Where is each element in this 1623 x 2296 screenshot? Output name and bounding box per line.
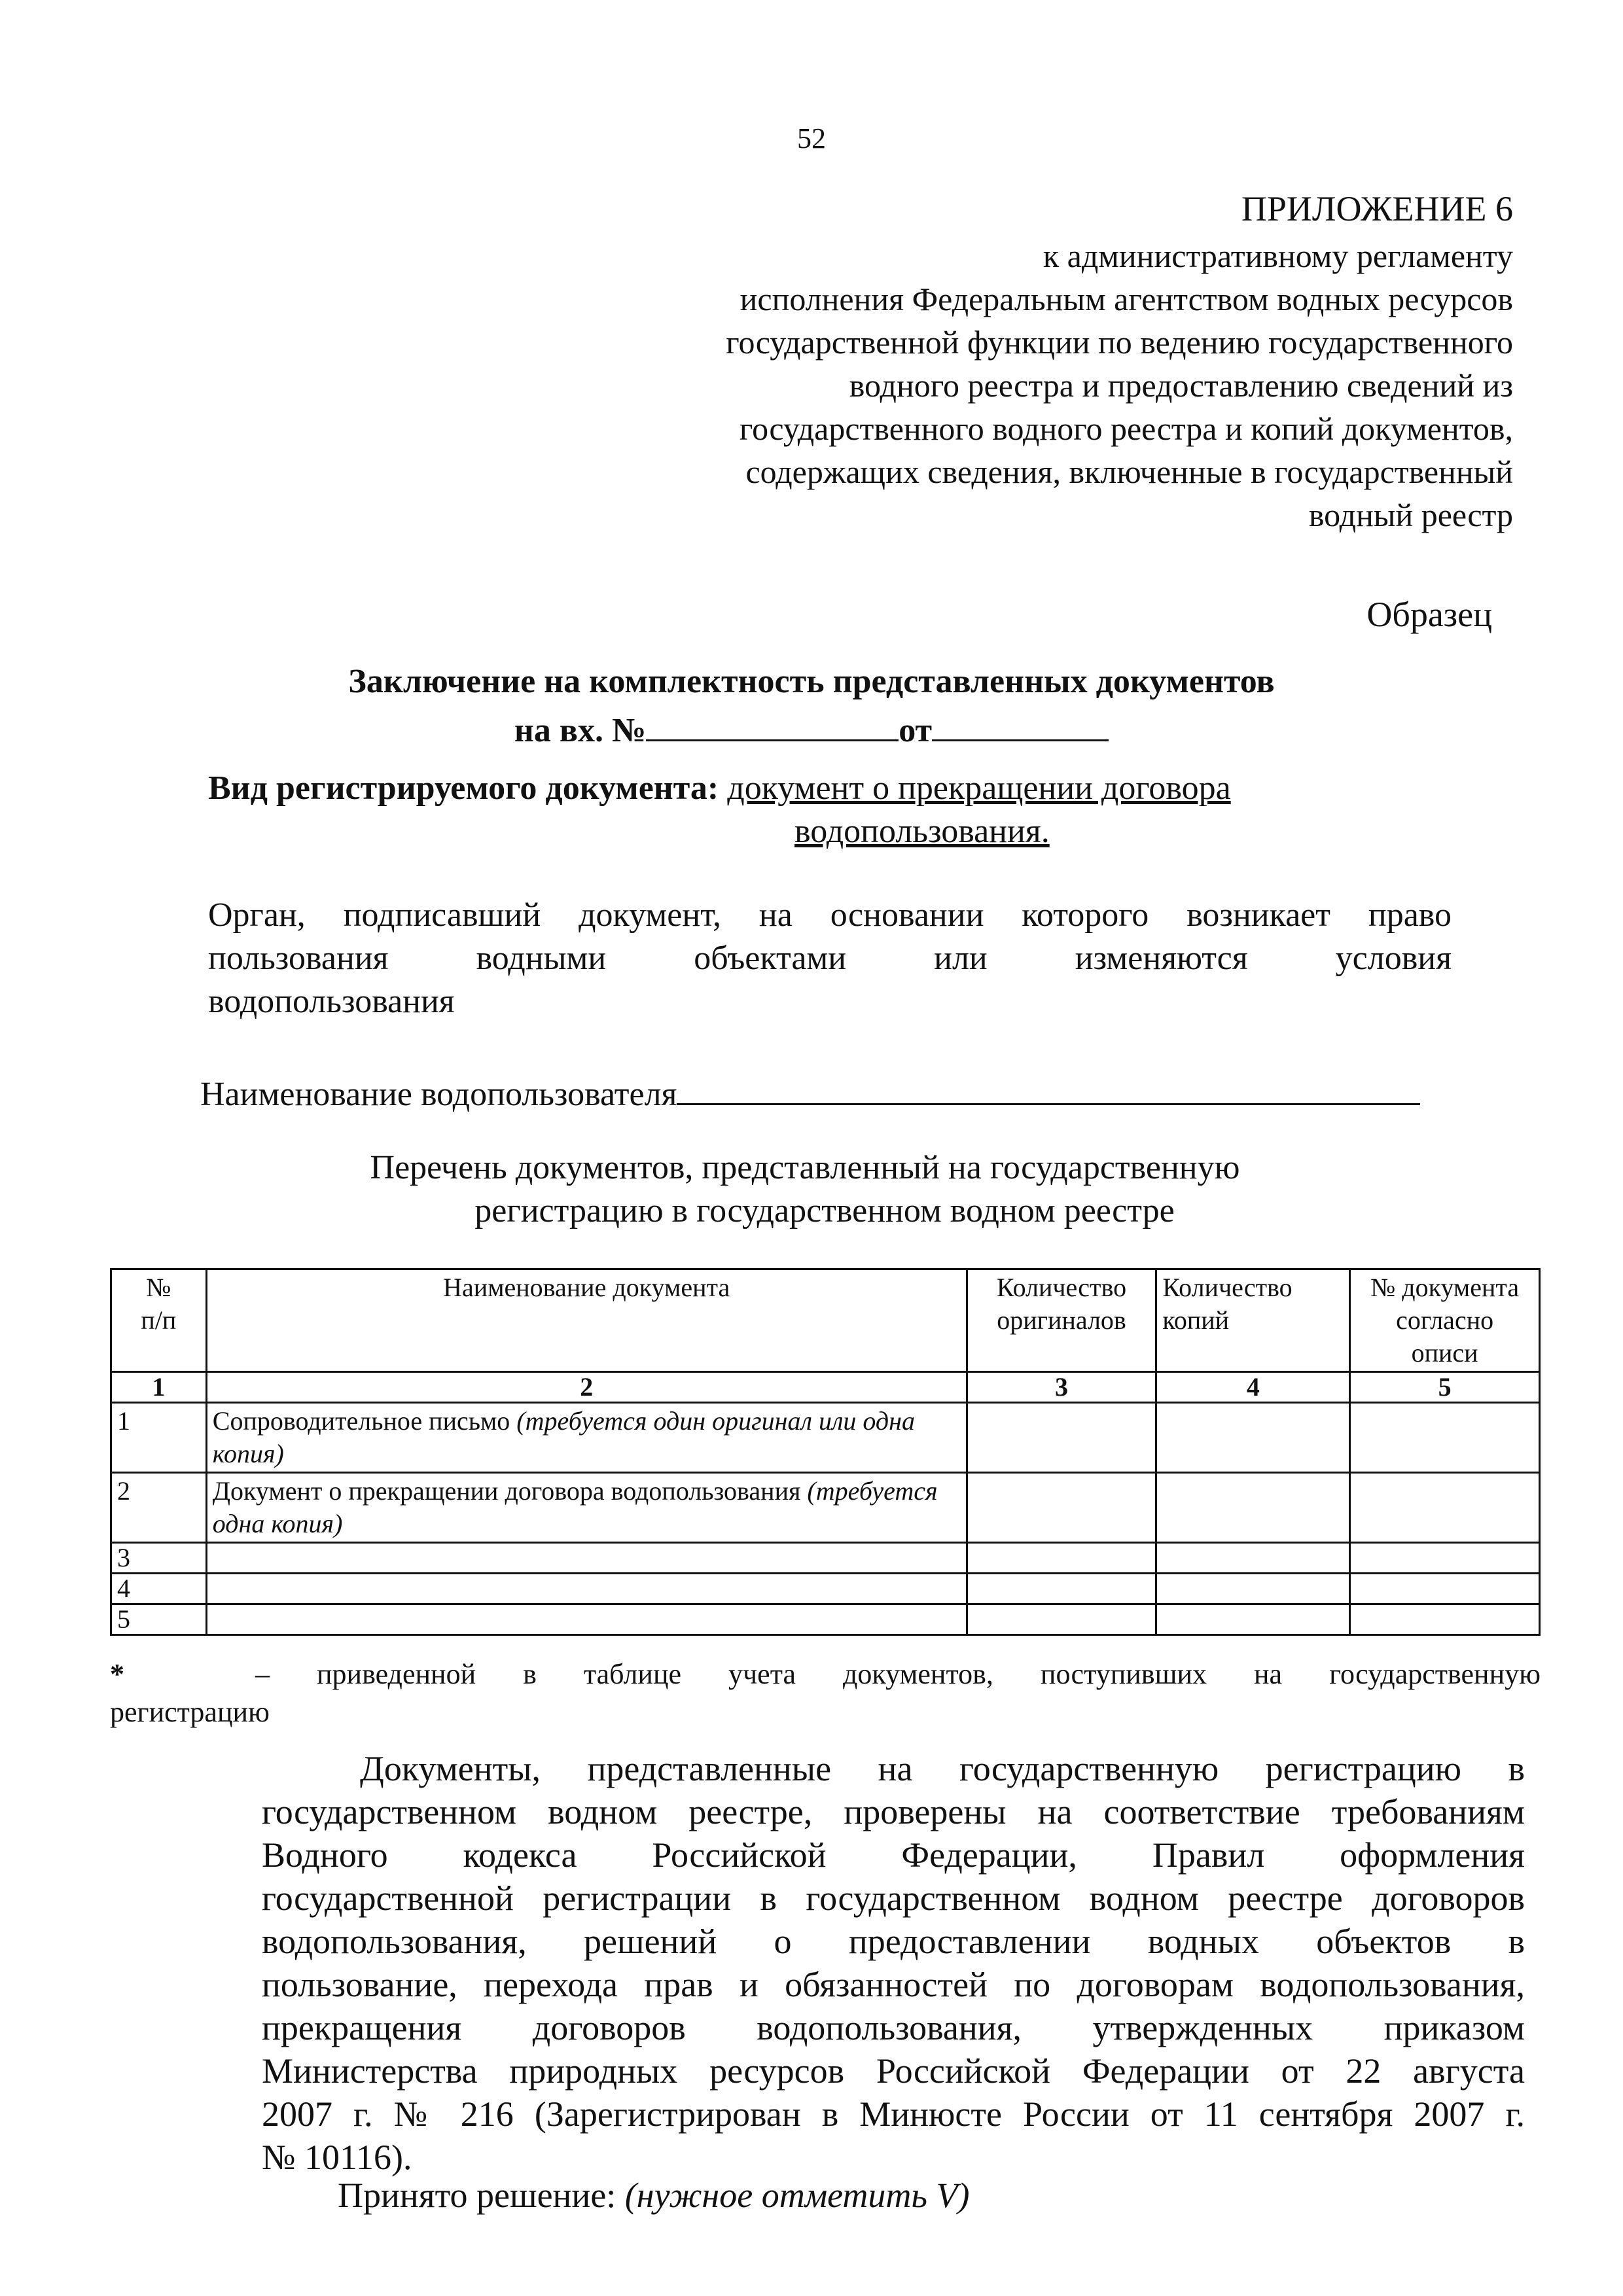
header-doc-number: [1350, 1269, 1540, 1372]
incoming-prefix: на вх. №: [514, 712, 647, 749]
header-copies: [1156, 1269, 1350, 1372]
decision-line: [338, 2175, 969, 2216]
paragraph-line: Документы, представленные на государственную регистрацию в: [360, 1749, 1525, 1788]
decision-note: (нужное отметить V): [624, 2176, 970, 2215]
paragraph-line: пользование, перехода прав и обязанностей по договорам водопользования,: [262, 1965, 1525, 2004]
table-row: [111, 1543, 1540, 1574]
list-title-line: Перечень документов, представленный на государственную: [370, 1149, 1240, 1186]
column-number: 5: [1350, 1372, 1540, 1403]
document-name: [206, 1403, 967, 1473]
document-note: (требуется одна копия): [212, 1476, 938, 1538]
incoming-number-field[interactable]: [646, 705, 899, 741]
document-note: (требуется один оригинал или одна копия): [212, 1406, 915, 1468]
header-name: Наименование документа: [206, 1269, 967, 1372]
appendix-line: исполнения Федеральным агентством водных ресурсов: [740, 281, 1513, 317]
water-user-row: [200, 1073, 1420, 1114]
paragraph-line: государственной регистрации в государственном водном реестре договоров: [262, 1879, 1525, 1918]
header-text: Количество: [1162, 1273, 1293, 1302]
document-list-title: [0, 1146, 1623, 1233]
document-type-value: документ о прекращении договора: [727, 769, 1231, 807]
paragraph-line: № 10116).: [262, 2138, 412, 2177]
column-number: 2: [206, 1372, 967, 1403]
incoming-number-line: [0, 705, 1623, 754]
doc-number-cell[interactable]: [1350, 1403, 1540, 1473]
header-num: [111, 1269, 207, 1372]
originals-cell[interactable]: [967, 1543, 1156, 1574]
copies-cell[interactable]: [1156, 1543, 1350, 1574]
doc-number-cell[interactable]: [1350, 1543, 1540, 1574]
appendix-line: водный реестр: [1308, 497, 1513, 533]
copies-cell[interactable]: [1156, 1473, 1350, 1543]
doc-number-cell[interactable]: [1350, 1604, 1540, 1635]
water-user-field[interactable]: [677, 1073, 1420, 1105]
originals-cell[interactable]: [967, 1574, 1156, 1604]
decision-label: Принято решение:: [338, 2176, 625, 2215]
column-number-row: [111, 1372, 1540, 1403]
document-name: [206, 1473, 967, 1543]
footnote-line-2: регистрацию: [110, 1696, 270, 1728]
from-label: от: [899, 712, 933, 749]
table-row: [111, 1604, 1540, 1635]
paragraph-line: 2007 г. № 216 (Зарегистрирован в Минюсте России от 11 сентября 2007 г.: [262, 2094, 1525, 2134]
row-number: 5: [111, 1604, 207, 1635]
document-name[interactable]: [206, 1543, 967, 1574]
appendix-subtitle: [726, 234, 1513, 537]
footnote: [110, 1655, 1541, 1731]
list-title-line: регистрацию в государственном водном реестре: [474, 1192, 1175, 1229]
header-text: согласно: [1396, 1305, 1494, 1335]
appendix-line: водного реестра и предоставлению сведений из: [849, 367, 1513, 404]
documents-table: [110, 1268, 1541, 1636]
paragraph-line: водопользования: [208, 983, 455, 1020]
header-text: описи: [1411, 1338, 1478, 1368]
paragraph-line: Министерства природных ресурсов Российской Федерации от 22 августа: [262, 2051, 1525, 2091]
header-text: оригиналов: [997, 1305, 1126, 1335]
footnote-text: – приведенной в таблице учета документов, поступивших на государственную: [255, 1658, 1541, 1690]
water-user-label: Наименование водопользователя: [200, 1076, 677, 1113]
doc-number-cell[interactable]: [1350, 1473, 1540, 1543]
paragraph-line: Орган, подписавший документ, на основании которого возникает право: [208, 896, 1452, 934]
header-text: Количество: [996, 1273, 1127, 1302]
incoming-date-field[interactable]: [932, 705, 1109, 741]
originals-cell[interactable]: [967, 1604, 1156, 1635]
document-name-text: Сопроводительное письмо: [212, 1406, 517, 1436]
footnote-marker: *: [110, 1658, 124, 1690]
appendix-line: государственного водного реестра и копий документов,: [739, 410, 1513, 447]
paragraph-line: водопользования, решений о предоставлении водных объектов в: [262, 1922, 1525, 1961]
conclusion-heading: [0, 658, 1623, 754]
paragraph-line: государственном водном реестре, проверены на соответствие требованиям: [262, 1792, 1525, 1831]
document-type-label: Вид регистрируемого документа:: [208, 769, 719, 807]
conclusion-title: Заключение на комплектность представленных документов: [348, 663, 1275, 700]
doc-number-cell[interactable]: [1350, 1574, 1540, 1604]
document-name[interactable]: [206, 1604, 967, 1635]
sample-label: Образец: [1366, 595, 1492, 634]
table-row: [111, 1403, 1540, 1473]
signing-authority-paragraph: [208, 894, 1452, 1023]
document-name-text: Документ о прекращении договора водопользования: [212, 1476, 808, 1506]
header-text: п/п: [141, 1305, 177, 1335]
originals-cell[interactable]: [967, 1403, 1156, 1473]
header-text: № документа: [1370, 1273, 1520, 1302]
appendix-line: к административному регламенту: [1043, 238, 1513, 274]
originals-cell[interactable]: [967, 1473, 1156, 1543]
copies-cell[interactable]: [1156, 1403, 1350, 1473]
verification-paragraph: [262, 1747, 1525, 2179]
appendix-title: ПРИЛОЖЕНИЕ 6: [1241, 189, 1513, 228]
row-number: 2: [111, 1473, 207, 1543]
document-type: [208, 767, 1231, 853]
footnote-line: [110, 1655, 1541, 1693]
column-number: 4: [1156, 1372, 1350, 1403]
row-number: 1: [111, 1403, 207, 1473]
header-text: №: [146, 1273, 171, 1302]
table-row: [111, 1473, 1540, 1543]
column-number: 1: [111, 1372, 207, 1403]
column-number: 3: [967, 1372, 1156, 1403]
row-number: 4: [111, 1574, 207, 1604]
header-originals: [967, 1269, 1156, 1372]
row-number: 3: [111, 1543, 207, 1574]
table-header-row: [111, 1269, 1540, 1372]
document-name[interactable]: [206, 1574, 967, 1604]
appendix-line: государственной функции по ведению государственного: [726, 324, 1513, 361]
copies-cell[interactable]: [1156, 1604, 1350, 1635]
appendix-line: содержащих сведения, включенные в государственный: [745, 453, 1513, 490]
paragraph-line: Водного кодекса Российской Федерации, Правил оформления: [262, 1835, 1525, 1875]
table-row: [111, 1574, 1540, 1604]
document-type-value-cont: водопользования.: [794, 813, 1050, 850]
paragraph-line: пользования водными объектами или изменяются условия: [208, 940, 1452, 977]
page-number: 52: [797, 122, 826, 154]
paragraph-line: прекращения договоров водопользования, утвержденных приказом: [262, 2008, 1525, 2047]
header-text: копий: [1162, 1305, 1230, 1335]
copies-cell[interactable]: [1156, 1574, 1350, 1604]
